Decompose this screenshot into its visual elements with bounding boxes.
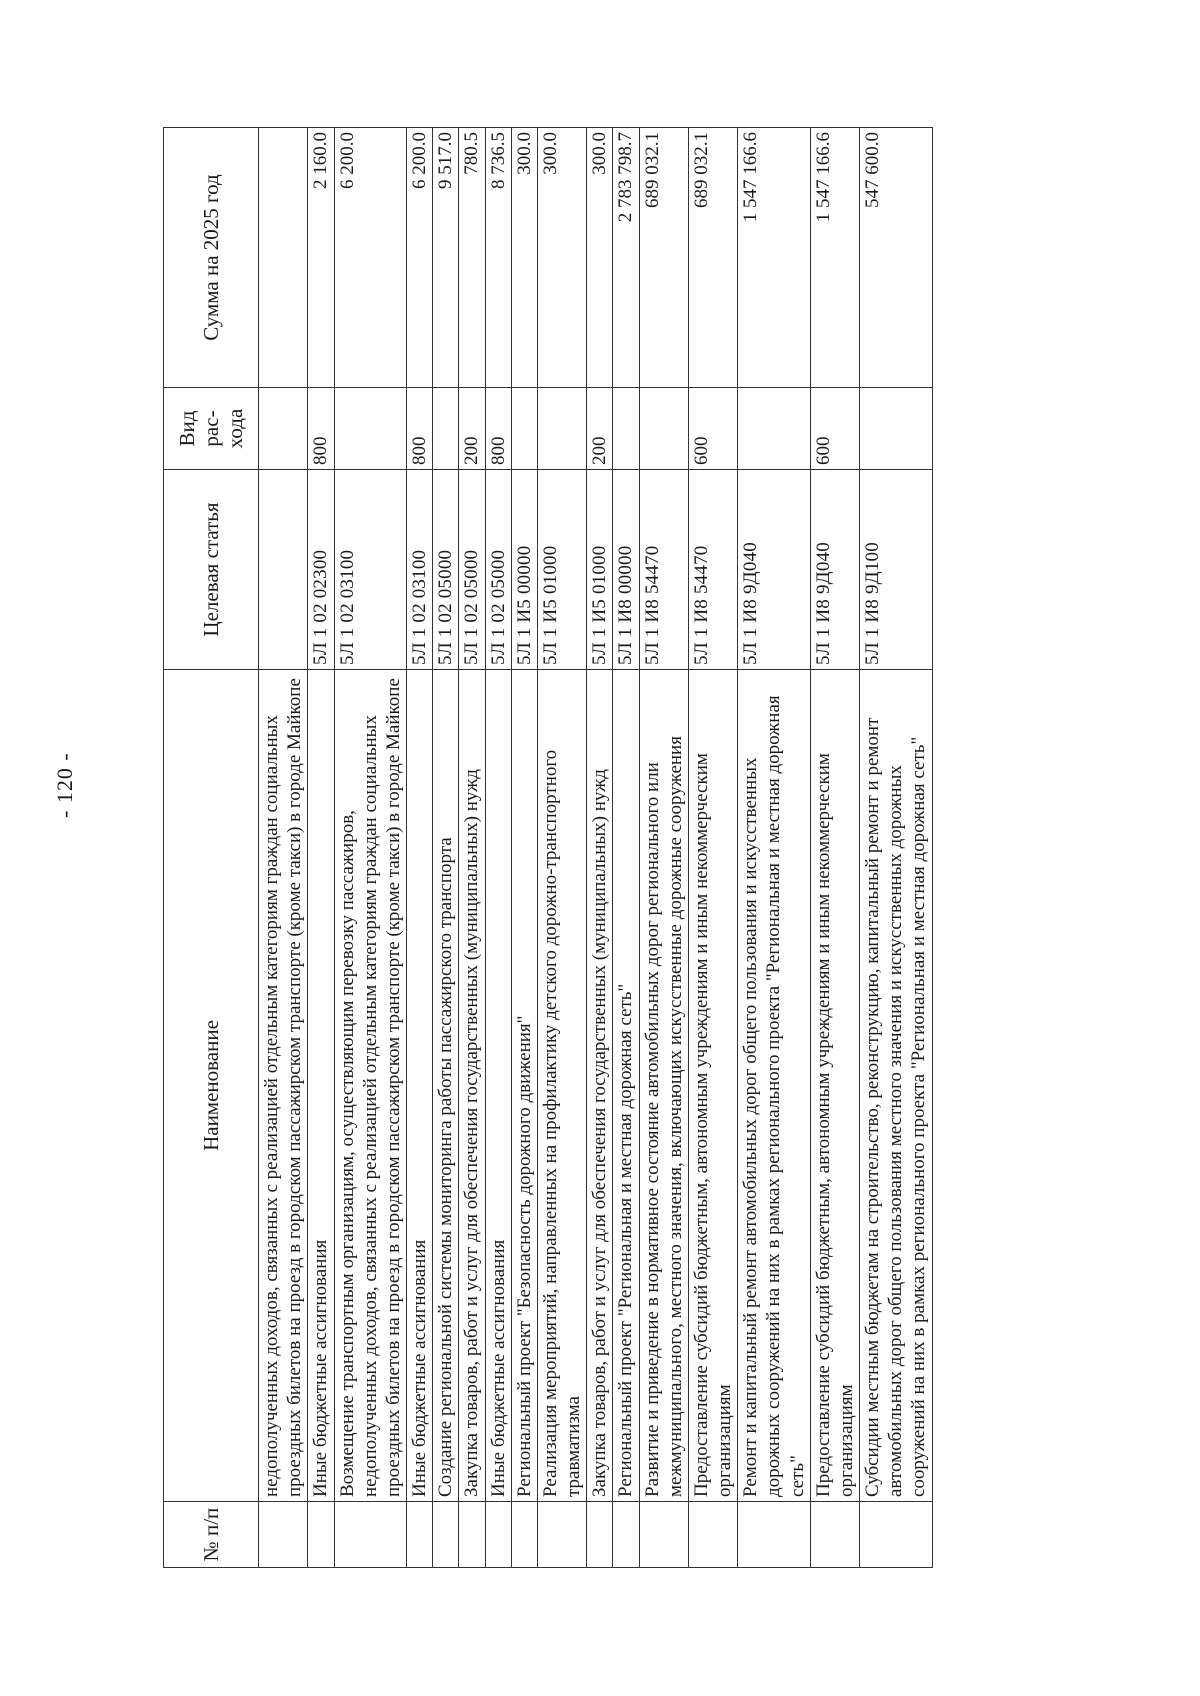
cell-sum — [259, 128, 308, 388]
table-row — [308, 128, 334, 1568]
cell-name: Иные бюджетные ассигнования — [407, 670, 433, 1502]
table-row — [407, 128, 433, 1568]
cell-target-article: 5Л 1 02 02300 — [308, 470, 334, 670]
cell-sum: 689 032.1 — [639, 128, 688, 388]
cell-target-article: 5Л 1 И8 54470 — [639, 470, 688, 670]
cell-target-article: 5Л 1 И8 9Д100 — [860, 470, 933, 670]
cell-sum: 300.0 — [511, 128, 537, 388]
cell-expense-type — [537, 388, 586, 470]
cell-target-article: 5Л 1 И5 00000 — [511, 470, 537, 670]
cell-sum: 689 032.1 — [688, 128, 737, 388]
header-target-article: Целевая статья — [164, 470, 259, 670]
table-row — [459, 128, 485, 1568]
cell-expense-type — [433, 388, 459, 470]
cell-sum: 547 600.0 — [860, 128, 933, 388]
cell-expense-type — [613, 388, 639, 470]
cell-name: Региональный проект "Региональная и местная дорожная сеть" — [613, 670, 639, 1502]
cell-target-article: 5Л 1 И5 01000 — [587, 470, 613, 670]
cell-sum: 1 547 166.6 — [810, 128, 859, 388]
cell-expense-type: 800 — [485, 388, 511, 470]
table-row — [639, 128, 688, 1568]
cell-number — [860, 1502, 933, 1568]
cell-name: Закупка товаров, работ и услуг для обеспечения государственных (муниципальных) нужд — [459, 670, 485, 1502]
cell-name: Создание региональной системы мониторинга работы пассажирского транспорта — [433, 670, 459, 1502]
cell-target-article: 5Л 1 И8 9Д040 — [738, 470, 811, 670]
cell-expense-type — [738, 388, 811, 470]
cell-name: Предоставление субсидий бюджетным, автономным учреждениям и иным некоммерческим организациям — [688, 670, 737, 1502]
cell-name: Возмещение транспортным организациям, осуществляющим перевозку пассажиров, недополученных доходов, связанных с реализацией отдельным категориям граждан социальных проездных билетов на проезд в городском пассажирском транспорте (кроме такси) в городе Майкопе — [334, 670, 407, 1502]
table-row — [259, 128, 308, 1568]
cell-name: недополученных доходов, связанных с реализацией отдельным категориям граждан социальных проездных билетов на проезд в городском пассажирском транспорте (кроме такси) в городе Майкопе — [259, 670, 308, 1502]
cell-number — [485, 1502, 511, 1568]
cell-name: Субсидии местным бюджетам на строительство, реконструкцию, капитальный ремонт и ремонт автомобильных дорог общего пользования местного значения и искусственных дорожных сооружений на них в рамках регионального проекта "Региональная и местная дорожная сеть" — [860, 670, 933, 1502]
cell-sum: 2 783 798.7 — [613, 128, 639, 388]
cell-target-article: 5Л 1 02 05000 — [433, 470, 459, 670]
cell-name: Предоставление субсидий бюджетным, автономным учреждениям и иным некоммерческим организациям — [810, 670, 859, 1502]
cell-sum: 8 736.5 — [485, 128, 511, 388]
cell-sum: 6 200.0 — [407, 128, 433, 388]
cell-number — [639, 1502, 688, 1568]
table-row — [738, 128, 811, 1568]
table-row — [334, 128, 407, 1568]
cell-name: Закупка товаров, работ и услуг для обеспечения государственных (муниципальных) нужд — [587, 670, 613, 1502]
cell-sum: 1 547 166.6 — [738, 128, 811, 388]
cell-target-article: 5Л 1 02 03100 — [334, 470, 407, 670]
cell-sum: 2 160.0 — [308, 128, 334, 388]
cell-expense-type: 600 — [688, 388, 737, 470]
cell-sum: 300.0 — [537, 128, 586, 388]
table-row — [613, 128, 639, 1568]
table-row — [810, 128, 859, 1568]
cell-number — [688, 1502, 737, 1568]
page-number: - 120 - — [52, 752, 77, 818]
cell-target-article: 5Л 1 02 05000 — [459, 470, 485, 670]
cell-target-article: 5Л 1 И5 01000 — [537, 470, 586, 670]
cell-expense-type: 200 — [459, 388, 485, 470]
cell-number — [738, 1502, 811, 1568]
table-header-row — [164, 128, 259, 1568]
cell-expense-type — [639, 388, 688, 470]
cell-number — [433, 1502, 459, 1568]
cell-target-article: 5Л 1 И8 9Д040 — [810, 470, 859, 670]
table-row — [587, 128, 613, 1568]
table-row — [860, 128, 933, 1568]
cell-expense-type — [511, 388, 537, 470]
cell-expense-type — [334, 388, 407, 470]
header-expense-type: Вид рас-хода — [164, 388, 259, 470]
table-row — [485, 128, 511, 1568]
cell-sum: 9 517.0 — [433, 128, 459, 388]
table-row — [511, 128, 537, 1568]
header-sum-2025: Сумма на 2025 год — [164, 128, 259, 388]
table-row — [688, 128, 737, 1568]
cell-expense-type: 600 — [810, 388, 859, 470]
cell-sum: 780.5 — [459, 128, 485, 388]
header-name: Наименование — [164, 670, 259, 1502]
cell-name: Развитие и приведение в нормативное состояние автомобильных дорог регионального или межмуниципального, местного значения, включающих искусственные дорожные сооружения — [639, 670, 688, 1502]
budget-table — [163, 127, 933, 1568]
cell-sum: 6 200.0 — [334, 128, 407, 388]
cell-number — [537, 1502, 586, 1568]
header-number: № п/п — [164, 1502, 259, 1568]
cell-number — [511, 1502, 537, 1568]
cell-target-article: 5Л 1 И8 54470 — [688, 470, 737, 670]
cell-number — [459, 1502, 485, 1568]
cell-name: Иные бюджетные ассигнования — [485, 670, 511, 1502]
cell-expense-type: 200 — [587, 388, 613, 470]
cell-name: Иные бюджетные ассигнования — [308, 670, 334, 1502]
cell-name: Ремонт и капитальный ремонт автомобильных дорог общего пользования и искусственных дорожных сооружений на них в рамках регионального проекта "Региональная и местная дорожная сеть" — [738, 670, 811, 1502]
cell-target-article: 5Л 1 И8 00000 — [613, 470, 639, 670]
cell-number — [308, 1502, 334, 1568]
budget-table-container — [163, 128, 1040, 1568]
cell-number — [613, 1502, 639, 1568]
table-row — [537, 128, 586, 1568]
cell-number — [259, 1502, 308, 1568]
table-row — [433, 128, 459, 1568]
cell-sum: 300.0 — [587, 128, 613, 388]
cell-number — [334, 1502, 407, 1568]
cell-number — [587, 1502, 613, 1568]
cell-expense-type — [259, 388, 308, 470]
cell-expense-type: 800 — [308, 388, 334, 470]
table-body — [259, 128, 933, 1568]
cell-name: Региональный проект "Безопасность дорожного движения" — [511, 670, 537, 1502]
cell-target-article: 5Л 1 02 05000 — [485, 470, 511, 670]
cell-target-article: 5Л 1 02 03100 — [407, 470, 433, 670]
cell-target-article — [259, 470, 308, 670]
cell-number — [810, 1502, 859, 1568]
cell-name: Реализация мероприятий, направленных на профилактику детского дорожно-транспортного травматизма — [537, 670, 586, 1502]
cell-number — [407, 1502, 433, 1568]
cell-expense-type: 800 — [407, 388, 433, 470]
cell-expense-type — [860, 388, 933, 470]
